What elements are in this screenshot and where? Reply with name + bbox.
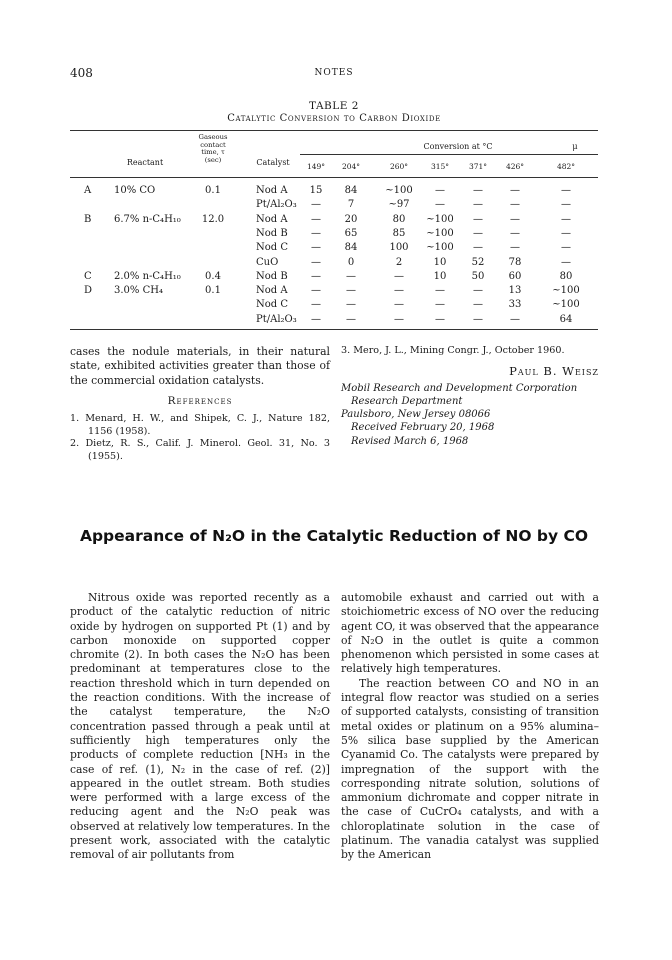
conversion-cell: — (473, 199, 483, 211)
revised-date: Revised March 6, 1968 (351, 435, 469, 447)
left-top-column (70, 345, 330, 463)
right-top-column (341, 345, 599, 448)
conversion-cell: 13 (508, 285, 522, 297)
conversion-cell: — (311, 213, 321, 225)
row-id: C (84, 270, 92, 282)
conversion-cell: — (561, 242, 571, 254)
conversion-cell: 10 (433, 270, 447, 282)
conversion-cell: 33 (508, 299, 522, 311)
conversion-cell: — (311, 242, 321, 254)
conversion-cell: — (510, 242, 520, 254)
conversion-cell: — (346, 285, 356, 297)
conversion-cell: — (561, 185, 571, 196)
affiliation (341, 382, 599, 448)
conversion-cell: 84 (344, 185, 358, 196)
conversion-cell: ~100 (426, 213, 454, 225)
conversion-cell: 0 (347, 256, 355, 268)
row-id: D (84, 285, 93, 297)
table-header-rule (70, 177, 598, 178)
catalyst-cell: CuO (256, 256, 279, 268)
article-left-column (70, 591, 330, 863)
conversion-cell: 7 (347, 199, 355, 211)
article-paragraph-1: Nitrous oxide was reported recently as a product of the catalytic reduction of nitric oxide by hydrogen on supported Pt (1) and by carbon monoxide on supported copper chromite (2). In both cases the N₂O has been predominant at temperatures close to the reaction threshold which in turn depended on the reaction conditions. With the increase of the catalyst temperature, the N₂O concentration passed through a peak until at sufficiently high temperatures only the products of complete reduction [NH₃ in the case of ref. (1), N₂ in the case of ref. (2)] appeared in the outlet stream. Both studies were performed with a large excess of the reducing agent and the N₂O peak was observed at relatively low temperatures. In the present work, associated with the catalytic removal of air pollutants from (70, 591, 330, 862)
conversion-cell: — (510, 313, 520, 325)
conversion-cell: ~100 (426, 242, 454, 254)
conversion-cell: — (473, 227, 483, 239)
conversion-cell: — (311, 227, 321, 239)
conversion-cell: — (473, 242, 483, 254)
author-name: Paul B. Weisz (509, 363, 599, 378)
table-caption: Catalytic Conversion to Carbon Dioxide (227, 113, 441, 124)
conversion-cell: 85 (392, 227, 406, 239)
closing-paragraph: cases the nodule materials, in their natural state, exhibited activities greater than those of the commercial oxidation catalysts. (70, 345, 330, 387)
affiliation-address: Paulsboro, New Jersey 08066 (341, 409, 491, 421)
conversion-cell: — (435, 285, 445, 297)
conversion-cell: — (394, 299, 404, 311)
conversion-cell: — (473, 185, 483, 196)
conversion-cell: 10 (433, 256, 447, 268)
temp-header: 260° (389, 162, 409, 171)
temp-header: 149° (306, 162, 326, 171)
conversion-cell: — (561, 227, 571, 239)
affiliation-dept: Research Department (351, 396, 463, 407)
article-paragraph-2: The reaction between CO and NO in an integral flow reactor was studied on a series of supported catalysts, consisting of transition metal oxides or platinum on a 95% alumina–5% silica base supplied by the American Cyanamid Co. The catalysts were prepared by impregnation of the support with the corresponding nitrate solution, solutions of ammonium dichromate and copper nitrate in the case of CuCrO₄ catalysts, and with a chloroplatinate solution in the case of platinum. The vanadia catalyst was supplied by the American (341, 676, 599, 862)
catalyst-cell: Nod A (256, 285, 288, 297)
running-title: NOTES (314, 68, 354, 78)
temp-header: 426° (505, 162, 525, 171)
conversion-cell: — (346, 313, 356, 325)
table-bottom-rule (70, 329, 598, 330)
conversion-cell: — (346, 299, 356, 311)
temp-header: 482° (556, 162, 576, 171)
references-heading: References (167, 394, 233, 407)
conversion-cell: — (473, 313, 483, 325)
conversion-cell: — (394, 313, 404, 325)
conversion-cell: — (435, 313, 445, 325)
conversion-cell: ~97 (388, 199, 410, 211)
row-id: A (84, 185, 92, 196)
contact-time-cell: 0.4 (205, 270, 221, 282)
conversion-cell: — (311, 299, 321, 311)
conversion-cell: — (473, 285, 483, 297)
catalyst-cell: Nod A (256, 213, 288, 225)
reference-2: 2. Dietz, R. S., Calif. J. Minerol. Geol. 31, No. 3 (1955). (70, 438, 330, 462)
conversion-cell: ~100 (552, 299, 580, 311)
col-header-reactant: Reactant (126, 158, 164, 167)
conversion-cell: — (311, 270, 321, 282)
conversion-cell: ~100 (552, 285, 580, 297)
catalyst-cell: Nod B (256, 270, 288, 282)
catalyst-cell: Nod A (256, 185, 288, 196)
conversion-cell: — (510, 185, 520, 196)
catalyst-cell: Nod C (256, 299, 289, 311)
reactant-cell: 6.7% n-C₄H₁₀ (114, 213, 181, 225)
conversion-cell: 50 (471, 270, 485, 282)
conversion-cell: — (435, 199, 445, 211)
conversion-cell: 20 (344, 213, 358, 225)
conversion-cell: — (311, 313, 321, 325)
affiliation-org: Mobil Research and Development Corporation (341, 382, 578, 394)
row-id: B (84, 213, 92, 225)
col-header-conversion: Conversion at °C (423, 142, 493, 151)
conversion-cell: 78 (508, 256, 522, 268)
conversion-cell: — (311, 199, 321, 211)
table-label: TABLE 2 (309, 100, 359, 112)
conversion-cell: 52 (471, 256, 485, 268)
catalyst-cell: Pt/Al₂O₃ (256, 199, 297, 211)
table-top-rule (70, 130, 598, 131)
conversion-cell: — (473, 213, 483, 225)
conversion-cell: 60 (508, 270, 522, 282)
reactant-cell: 3.0% CH₄ (114, 285, 163, 297)
table-subheader-rule (300, 154, 598, 155)
conversion-cell: — (346, 270, 356, 282)
contact-time-cell: 0.1 (205, 185, 221, 196)
temp-header: 315° (430, 162, 450, 171)
conversion-cell: — (394, 285, 404, 297)
page-number: 408 (70, 66, 93, 80)
col-header-mu: μ (572, 142, 578, 151)
conversion-cell: 2 (395, 256, 403, 268)
conversion-cell: — (435, 185, 445, 196)
catalyst-cell: Nod C (256, 242, 289, 254)
conversion-cell: — (510, 199, 520, 211)
temp-header: 204° (341, 162, 361, 171)
conversion-cell: 15 (309, 185, 323, 196)
reference-1: 1. Menard, H. W., and Shipek, C. J., Nature 182, 1156 (1958). (70, 413, 330, 437)
conversion-cell: 64 (559, 313, 573, 325)
article-paragraph-1-cont: automobile exhaust and carried out with a stoichiometric excess of NO over the reducing agent CO, it was observed that the appearance of N₂O in the outlet is quite a common phenomenon which persisted in some cases at relatively high temperatures. (341, 591, 599, 676)
article-right-column (341, 591, 599, 863)
conversion-cell: 100 (389, 242, 409, 254)
conversion-cell: — (510, 227, 520, 239)
col-header-contact-time: Gaseous contact time, τ (sec) (198, 133, 228, 164)
conversion-cell: 80 (559, 270, 573, 282)
temp-header: 371° (468, 162, 488, 171)
conversion-cell: — (561, 256, 571, 268)
conversion-cell: — (510, 213, 520, 225)
conversion-cell: — (435, 299, 445, 311)
contact-time-cell: 12.0 (201, 213, 225, 225)
article-title: Appearance of N₂O in the Catalytic Reduction of NO by CO (79, 527, 589, 545)
conversion-cell: 65 (344, 227, 358, 239)
conversion-cell: — (473, 299, 483, 311)
conversion-cell: — (394, 270, 404, 282)
conversion-cell: 84 (344, 242, 358, 254)
catalyst-cell: Nod B (256, 227, 288, 239)
conversion-cell: — (561, 199, 571, 211)
contact-time-cell: 0.1 (205, 285, 221, 297)
conversion-cell: ~100 (426, 227, 454, 239)
conversion-cell: ~100 (385, 185, 413, 196)
conversion-cell: — (561, 213, 571, 225)
conversion-cell: 80 (392, 213, 406, 225)
conversion-cell: — (311, 285, 321, 297)
conversion-cell: — (311, 256, 321, 268)
reference-3: 3. Mero, J. L., Mining Congr. J., October 1960. (341, 345, 565, 356)
reactant-cell: 2.0% n-C₄H₁₀ (114, 270, 181, 282)
received-date: Received February 20, 1968 (351, 422, 495, 434)
catalyst-cell: Pt/Al₂O₃ (256, 313, 297, 325)
page-header (70, 66, 598, 82)
reactant-cell: 10% CO (114, 185, 156, 196)
col-header-catalyst: Catalyst (256, 158, 290, 167)
